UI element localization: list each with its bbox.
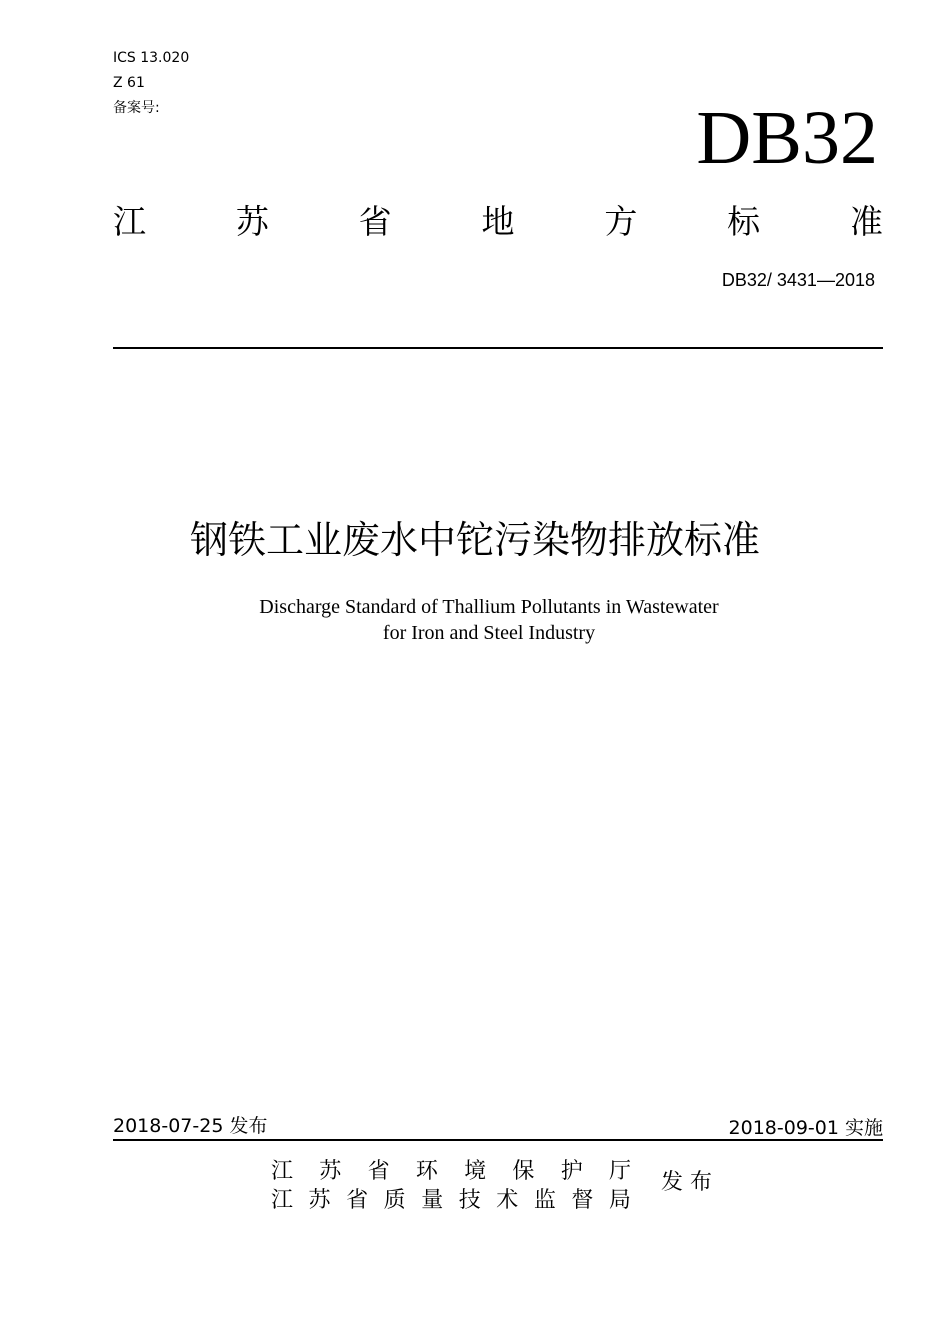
standard-type-char: 省 xyxy=(358,202,392,241)
issuer-char: 量 xyxy=(421,1188,444,1213)
issuer-char: 监 xyxy=(533,1188,556,1213)
issuer-char: 省 xyxy=(367,1159,390,1184)
issuer-char: 技 xyxy=(458,1188,481,1213)
issuer-char: 厅 xyxy=(608,1159,631,1184)
standard-type-char: 地 xyxy=(481,202,515,241)
title-english xyxy=(0,594,950,646)
title-chinese: 钢铁工业废水中铊污染物排放标准 xyxy=(189,518,760,562)
issuer-char: 质 xyxy=(383,1188,406,1213)
issuer-char: 护 xyxy=(560,1159,583,1184)
standard-code-logo: DB32 xyxy=(696,96,878,180)
standard-type-char: 准 xyxy=(849,202,883,241)
ccs-code: Z 61 xyxy=(113,75,145,91)
issuer-environment-dept xyxy=(271,1159,631,1185)
issuer-char: 境 xyxy=(464,1159,487,1184)
issuer-char: 督 xyxy=(571,1188,594,1213)
issuer-char: 环 xyxy=(415,1159,438,1184)
issuer-char: 苏 xyxy=(319,1159,342,1184)
bottom-divider xyxy=(113,1139,883,1141)
filing-number: 备案号: xyxy=(113,100,160,116)
standard-type-char: 方 xyxy=(604,202,638,241)
standard-type-char: 苏 xyxy=(235,202,269,241)
standard-type-char: 标 xyxy=(727,202,761,241)
publish-label: 发布 xyxy=(661,1170,720,1195)
implementation-date: 2018-09-01 实施 xyxy=(728,1117,883,1139)
issuer-char: 局 xyxy=(608,1188,631,1213)
release-date: 2018-07-25 发布 xyxy=(113,1115,268,1137)
ics-code: ICS 13.020 xyxy=(113,50,190,66)
title-english-line1: Discharge Standard of Thallium Pollutants in Wastewater xyxy=(259,596,719,618)
issuer-char: 江 xyxy=(271,1159,294,1184)
issuer-char: 江 xyxy=(271,1188,294,1213)
title-english-line2: for Iron and Steel Industry xyxy=(382,622,596,644)
standard-type-char: 江 xyxy=(113,202,146,241)
issuer-quality-bureau xyxy=(271,1188,631,1214)
issuer-char: 保 xyxy=(512,1159,535,1184)
issuer-char: 苏 xyxy=(308,1188,331,1213)
top-divider xyxy=(113,347,883,349)
standard-number: DB32/ 3431—2018 xyxy=(721,270,875,290)
issuer-char: 术 xyxy=(496,1188,519,1213)
standard-type-heading xyxy=(113,202,883,242)
issuer-char: 省 xyxy=(346,1188,369,1213)
